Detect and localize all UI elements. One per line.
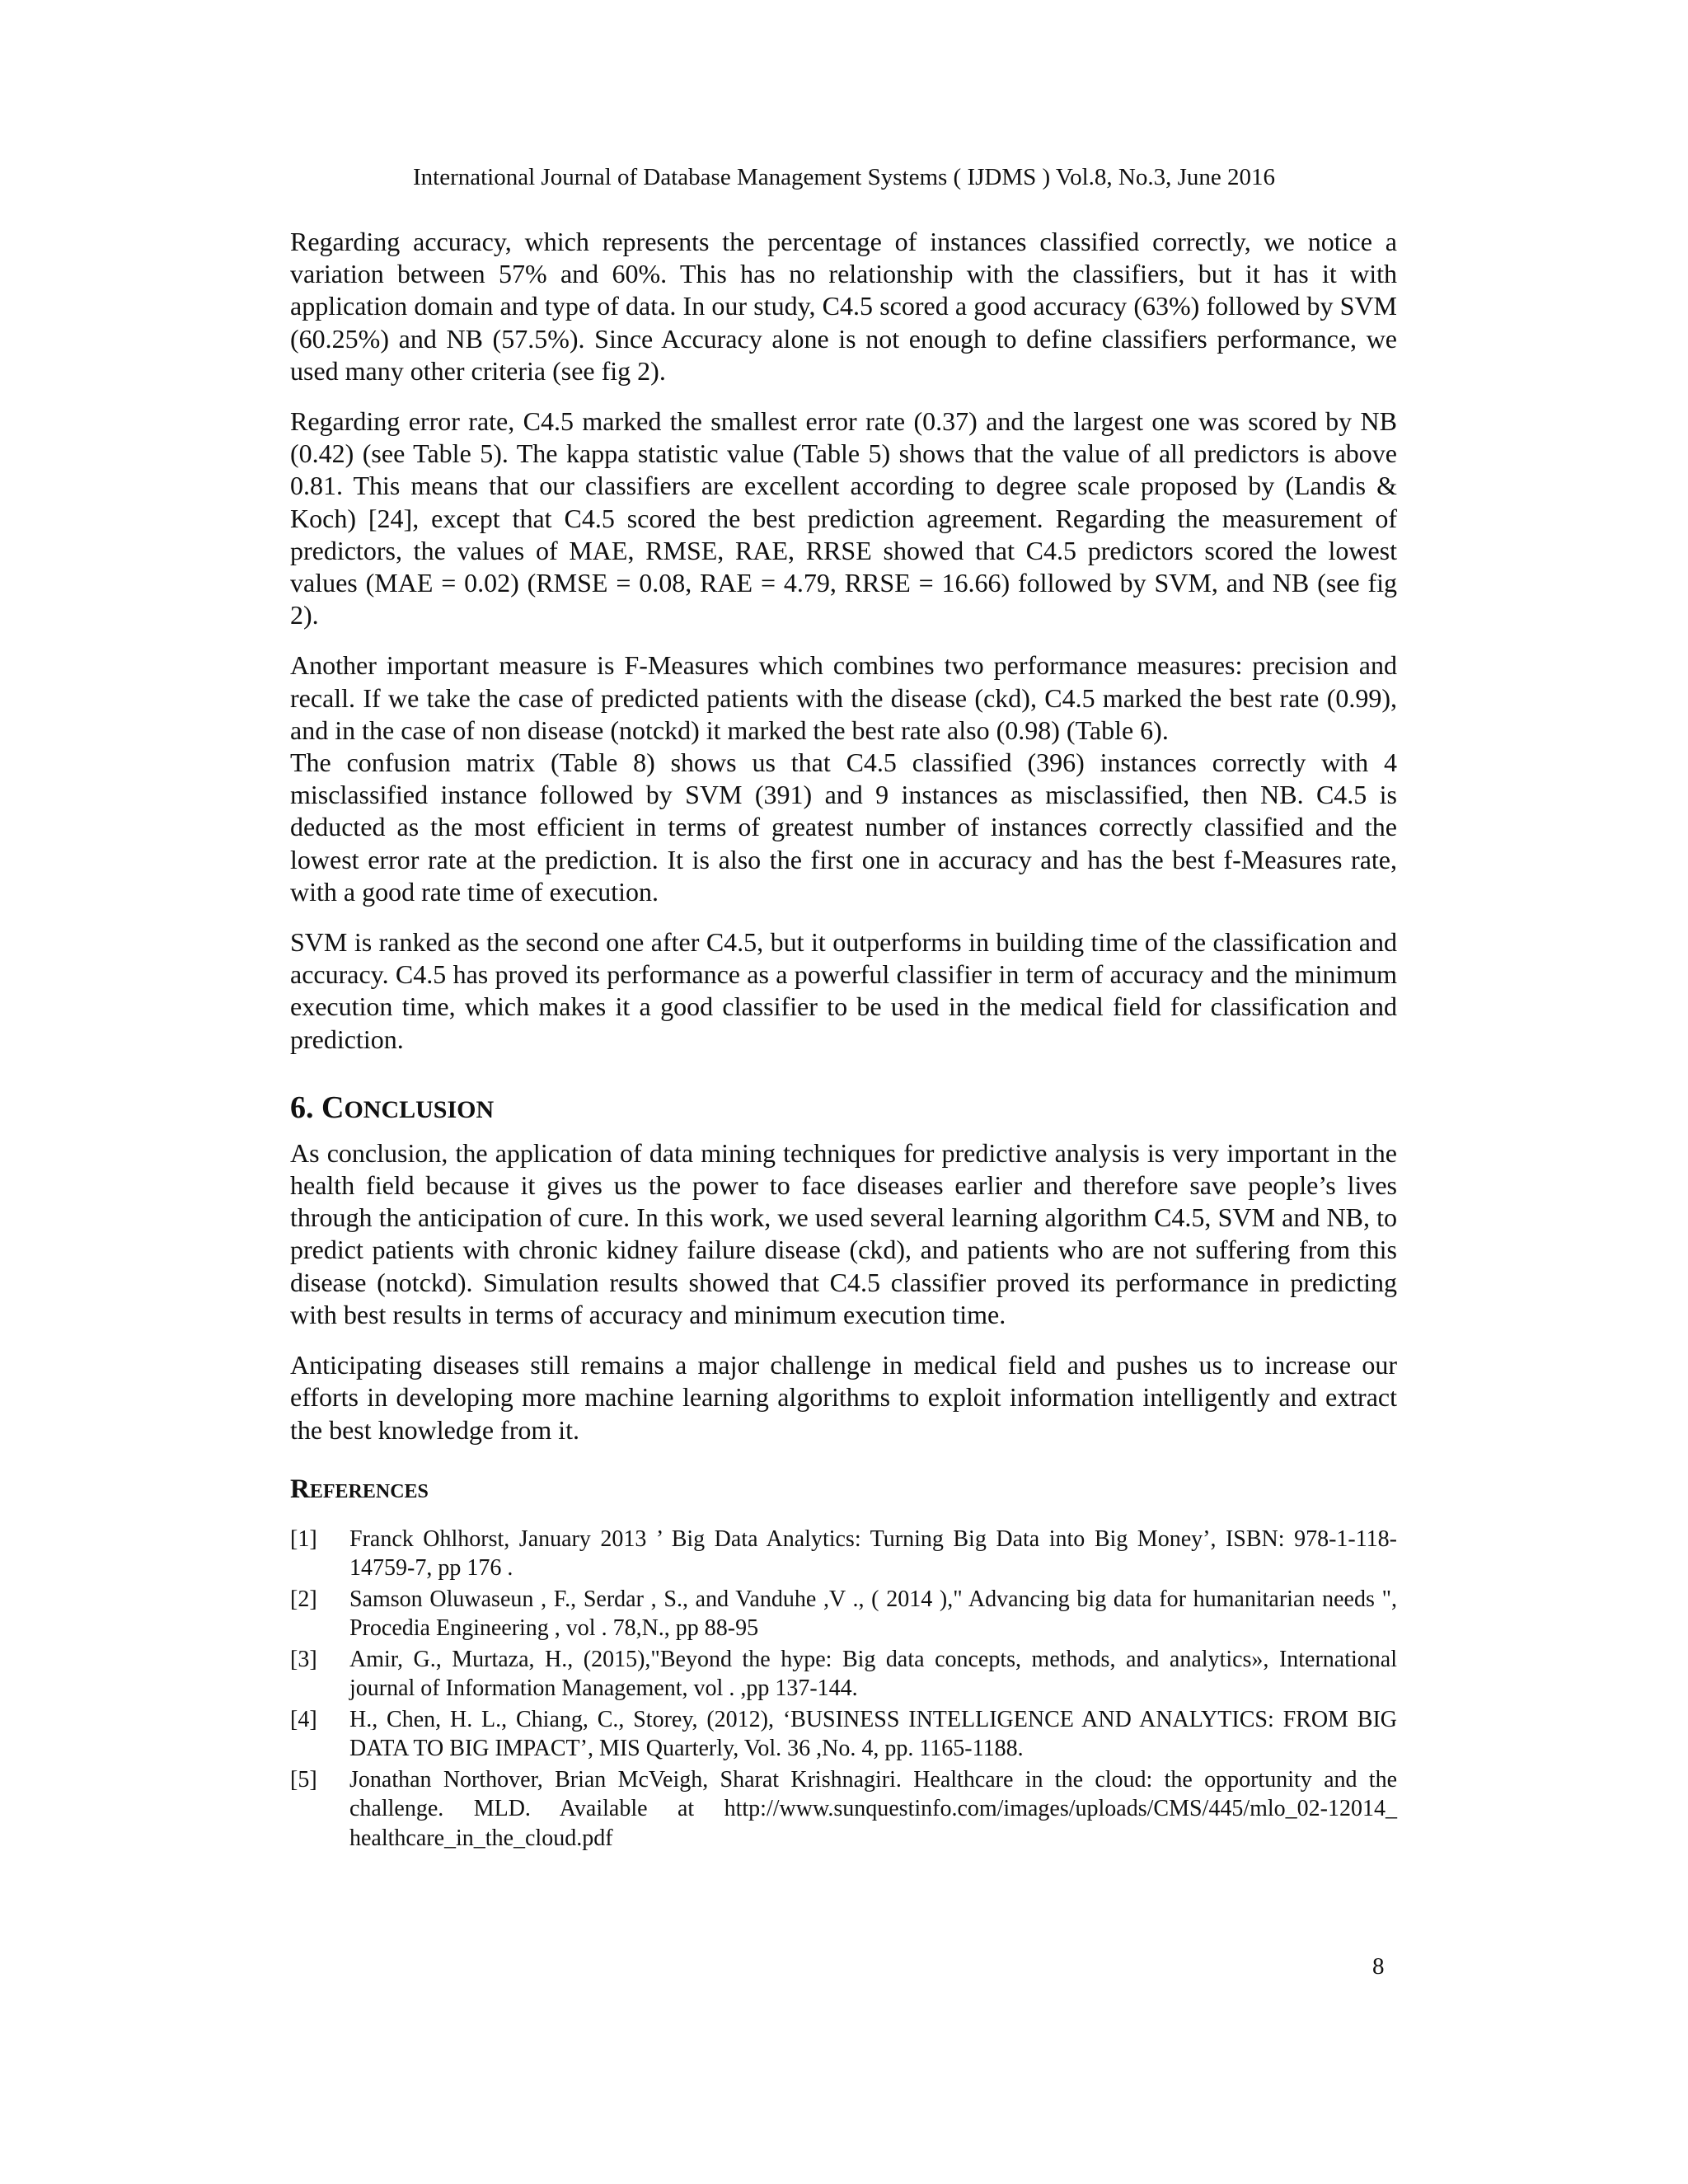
reference-number: [2]: [290, 1586, 317, 1612]
page-number: 8: [1372, 1953, 1385, 1980]
reference-number: [3]: [290, 1646, 317, 1672]
conclusion-paragraph-1: As conclusion, the application of data mining techniques for predictive analysis is very important in the health field because it gives us the power to face diseases earlier and therefore save people’s lives through the anticipation of cure. In this work, we used several learning algorithm C4.5, SVM and NB, to predict patients with chronic kidney failure disease (ckd), and patients who are not suffering from this disease (notckd). Simulation results showed that C4.5 classifier proved its performance in predicting with best results in terms of accuracy and minimum execution time.: [290, 1137, 1397, 1329]
references-heading-initial: R: [290, 1474, 310, 1504]
body-paragraph-error-rate: Regarding error rate, C4.5 marked the smallest error rate (0.37) and the largest one was scored by NB (0.42) (see Table 5). The kappa statistic value (Table 5) shows that the value of all predictors is above 0.81. This means that our classifiers are excellent according to degree scale proposed by (Landis & Koch) [24], except that C4.5 scored the best prediction agreement. Regarding the measurement of predictors, the values of MAE, RMSE, RAE, RRSE showed that C4.5 predictors scored the lowest values (MAE = 0.02) (RMSE = 0.08, RAE = 4.79, RRSE = 16.66) followed by SVM, and NB (see fig 2).: [290, 406, 1397, 630]
page-content: [290, 226, 1397, 1854]
reference-item: [290, 1645, 1397, 1704]
reference-number: [1]: [290, 1526, 317, 1552]
conclusion-heading: [290, 1089, 1397, 1129]
reference-list: [290, 1525, 1397, 1854]
body-paragraph-svm-ranking: SVM is ranked as the second one after C4.5, but it outperforms in building time of the classification and accuracy. C4.5 has proved its performance as a powerful classifier in term of accuracy and the minimum execution time, which makes it a good classifier to be used in the medical field for classification and prediction.: [290, 927, 1397, 1054]
conclusion-heading-number: 6.: [290, 1090, 321, 1125]
conclusion-heading-initial: C: [321, 1090, 345, 1125]
references-heading: [290, 1474, 1397, 1507]
reference-number: [5]: [290, 1766, 317, 1793]
body-paragraph-confusion-matrix: The confusion matrix (Table 8) shows us that C4.5 classified (396) instances correctly with 4 misclassified instance followed by SVM (391) and 9 instances as misclassified, then NB. C4.5 is deducted as the most efficient in terms of greatest number of instances correctly classified and the lowest error rate at the prediction. It is also the first one in accuracy and has the best f-Measures rate, with a good rate time of execution.: [290, 748, 1397, 907]
reference-item: [290, 1765, 1397, 1854]
reference-number: [4]: [290, 1706, 317, 1732]
running-header: International Journal of Database Management Systems ( IJDMS ) Vol.8, No.3, June 2016: [413, 164, 1275, 190]
conclusion-paragraph-2: Anticipating diseases still remains a major challenge in medical field and pushes us to increase our efforts in developing more machine learning algorithms to exploit information intelligently and extract the best knowledge from it.: [290, 1350, 1397, 1445]
reference-item: [290, 1585, 1397, 1643]
reference-text: Amir, G., Murtaza, H., (2015),"Beyond the hype: Big data concepts, methods, and analytics», International journal of Information Management, vol . ,pp 137-144.: [349, 1646, 1397, 1702]
reference-item: [290, 1705, 1397, 1764]
reference-text: H., Chen, H. L., Chiang, C., Storey, (2012), ‘BUSINESS INTELLIGENCE AND ANALYTICS: FROM BIG DATA TO BIG IMPACT’, MIS Quarterly, Vol. 36 ,No. 4, pp. 1165-1188.: [349, 1706, 1397, 1762]
reference-item: [290, 1525, 1397, 1583]
conclusion-heading-rest: ONCLUSION: [344, 1095, 495, 1123]
body-paragraph-accuracy: Regarding accuracy, which represents the percentage of instances classified correctly, we notice a variation between 57% and 60%. This has no relationship with the classifiers, but it has it with application domain and type of data. In our study, C4.5 scored a good accuracy (63%) followed by SVM (60.25%) and NB (57.5%). Since Accuracy alone is not enough to define classifiers performance, we used many other criteria (see fig 2).: [290, 227, 1397, 386]
references-heading-rest: EFERENCES: [309, 1480, 429, 1502]
reference-text: Jonathan Northover, Brian McVeigh, Sharat Krishnagiri. Healthcare in the cloud: the opportunity and the challenge. MLD. Available at http://www.sunquestinfo.com/images/uploads/CMS/445/mlo_02-12014_ healthcare_in_the_cloud.pdf: [349, 1766, 1397, 1851]
reference-text: Franck Ohlhorst, January 2013 ’ Big Data Analytics: Turning Big Data into Big Money’, ISBN: 978-1-118-14759-7, pp 176 .: [349, 1526, 1397, 1582]
body-paragraph-f-measures: Another important measure is F-Measures which combines two performance measures: precision and recall. If we take the case of predicted patients with the disease (ckd), C4.5 marked the best rate (0.99), and in the case of non disease (notckd) it marked the best rate also (0.98) (Table 6).: [290, 650, 1397, 745]
reference-text: Samson Oluwaseun , F., Serdar , S., and Vanduhe ,V ., ( 2014 )," Advancing big data for humanitarian needs ", Procedia Engineering , vol . 78,N., pp 88-95: [349, 1586, 1397, 1642]
